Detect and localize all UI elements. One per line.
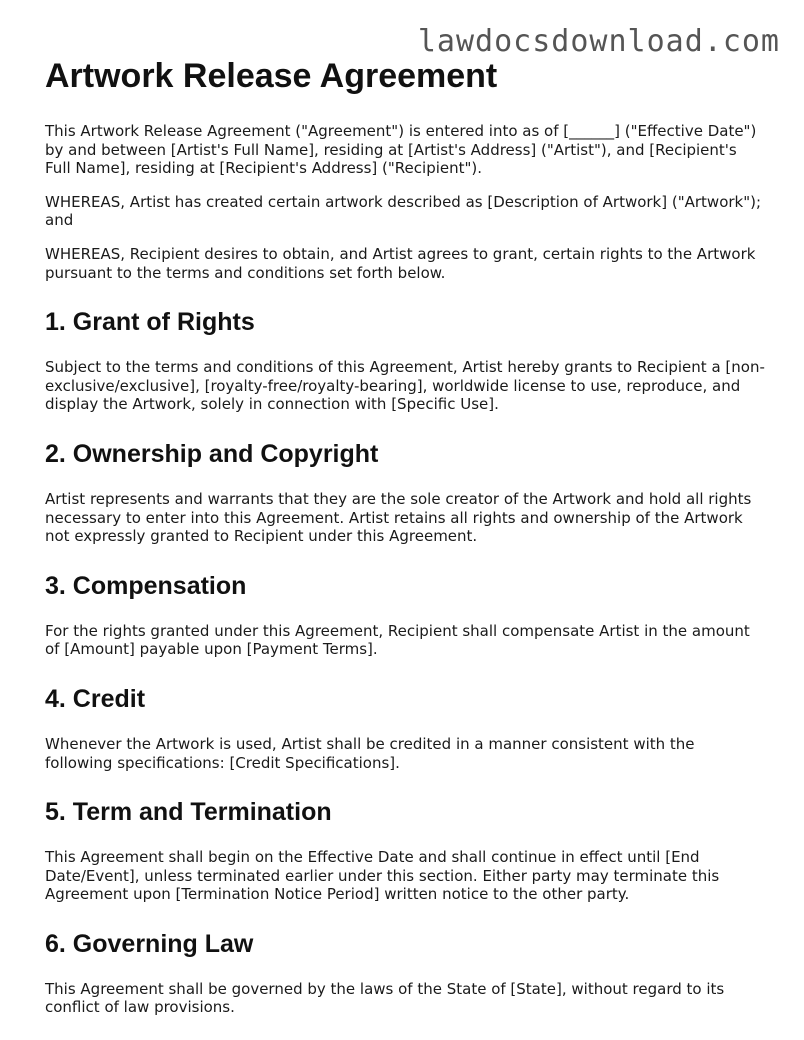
section-heading-governing-law: 6. Governing Law bbox=[45, 929, 254, 958]
section-heading-compensation: 3. Compensation bbox=[45, 571, 247, 600]
section-body-credit: Whenever the Artwork is used, Artist shall be credited in a manner consistent with the following specifications: [Credit Specifications]. bbox=[45, 734, 695, 772]
section-body-ownership: Artist represents and warrants that they are the sole creator of the Artwork and hold all rights necessary to enter into this Agreement. Artist retains all rights and ownership of the Artwork not expressly granted to Recipient under this Agreement. bbox=[45, 489, 752, 546]
intro-paragraph: This Artwork Release Agreement ("Agreement") is entered into as of [______] ("Effective Date") by and between [Artist's Full Name], residing at [Artist's Address] ("Artist"), and [Recipient's Full Name], residing at [Recipient's Address] ("Recipient"). bbox=[45, 122, 757, 178]
whereas-artist-paragraph: WHEREAS, Artist has created certain artwork described as [Description of Artwork] ("Artwork"); and bbox=[45, 192, 762, 230]
section-heading-grant-of-rights: 1. Grant of Rights bbox=[45, 308, 255, 337]
section-heading-ownership: 2. Ownership and Copyright bbox=[45, 439, 379, 468]
whereas-recipient-paragraph: WHEREAS, Recipient desires to obtain, and Artist agrees to grant, certain rights to the Artwork pursuant to the terms and conditions set forth below. bbox=[45, 244, 756, 282]
section-body-term: This Agreement shall begin on the Effective Date and shall continue in effect until [End Date/Event], unless terminated earlier under this section. Either party may terminate this Agreement upon [Termination Notice Period] written notice to the other party. bbox=[45, 848, 720, 904]
document-page bbox=[45, 54, 765, 1032]
section-body-grant-of-rights: Subject to the terms and conditions of this Agreement, Artist hereby grants to Recipient a [non-exclusive/exclusive], [royalty-free/royalty-bearing], worldwide license to use, reproduce, and display the Artwork, solely in connection with [Specific Use]. bbox=[45, 358, 765, 414]
watermark: lawdocsdownload.com bbox=[417, 24, 780, 59]
section-body-governing-law: This Agreement shall be governed by the laws of the State of [State], without regard to its conflict of law provisions. bbox=[45, 979, 725, 1017]
section-heading-credit: 4. Credit bbox=[45, 684, 146, 713]
section-body-compensation: For the rights granted under this Agreement, Recipient shall compensate Artist in the amount of [Amount] payable upon [Payment Terms]. bbox=[45, 621, 750, 659]
section-heading-term: 5. Term and Termination bbox=[45, 798, 332, 827]
document-title: Artwork Release Agreement bbox=[45, 57, 498, 95]
